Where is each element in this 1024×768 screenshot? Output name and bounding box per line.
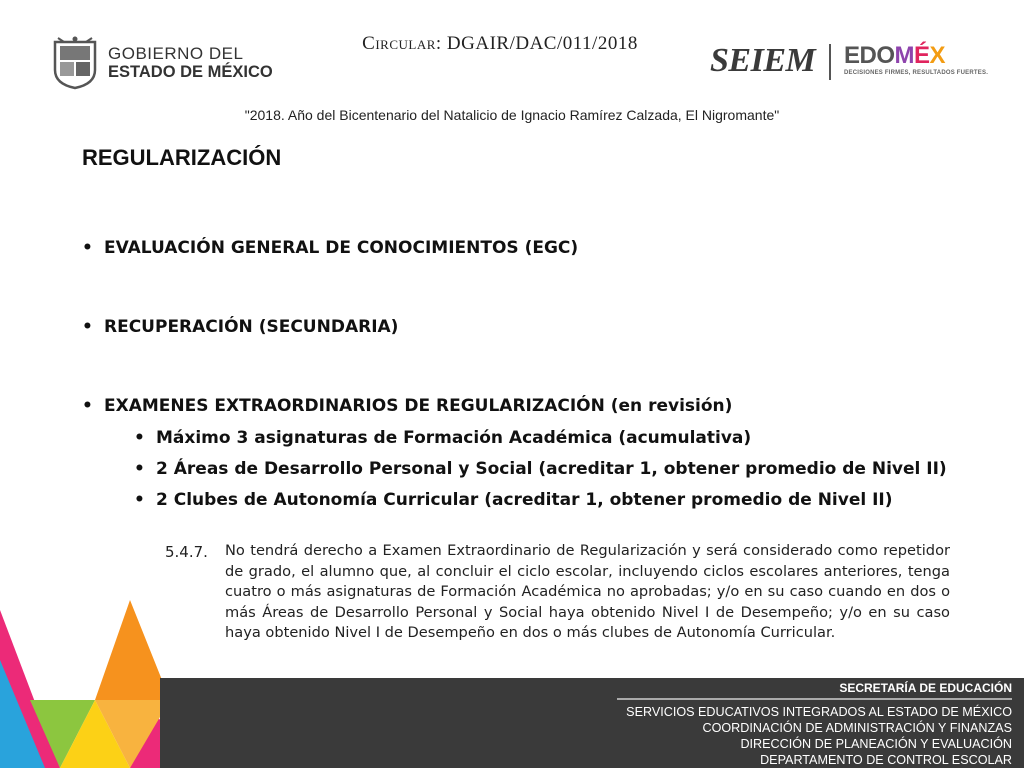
bullet-dot: • [134, 490, 145, 510]
bullet-dot: • [82, 238, 93, 258]
footer-lines [626, 704, 1012, 768]
page-title: REGULARIZACIÓN [82, 145, 282, 170]
sub-bullet-text: 2 Áreas de Desarrollo Personal y Social (acreditar 1, obtener promedio de Nivel II) [156, 459, 947, 479]
regulation-excerpt [165, 541, 955, 669]
footer-line: COORDINACIÓN DE ADMINISTRACIÓN Y FINANZAS [702, 721, 1012, 735]
year-motto: "2018. Año del Bicentenario del Natalicio de Ignacio Ramírez Calzada, El Nigromante" [244, 107, 780, 123]
sub-bullet-text: Máximo 3 asignaturas de Formación Académica (acumulativa) [156, 428, 752, 448]
gobierno-logo [50, 34, 288, 92]
logo-divider [829, 44, 831, 80]
seiem-logo: SEIEM [710, 42, 816, 79]
gov-line2: ESTADO DE MÉXICO [108, 63, 273, 82]
gov-line1: GOBIERNO DEL [108, 44, 244, 64]
footer-line: DIRECCIÓN DE PLANEACIÓN Y EVALUACIÓN [740, 737, 1012, 751]
edomex-slogan: DECISIONES FIRMES, RESULTADOS FUERTES. [844, 70, 989, 76]
footer-title: SECRETARÍA DE EDUCACIÓN [839, 681, 1012, 695]
bullet-text: EVALUACIÓN GENERAL DE CONOCIMIENTOS (EGC) [104, 238, 579, 258]
circular-reference: Circular: DGAIR/DAC/011/2018 [362, 33, 638, 54]
bullet-text: EXAMENES EXTRAORDINARIOS DE REGULARIZACIÓN (en revisión) [104, 396, 733, 416]
footer-divider [617, 698, 1012, 700]
estado-de-mexico-seal-icon [50, 36, 100, 90]
article-number: 5.4.7. [165, 543, 208, 561]
sub-bullet-item [134, 459, 947, 479]
footer-line: DEPARTAMENTO DE CONTROL ESCOLAR [760, 753, 1012, 767]
bullet-text: RECUPERACIÓN (SECUNDARIA) [104, 317, 399, 337]
sub-bullet-text: 2 Clubes de Autonomía Curricular (acreditar 1, obtener promedio de Nivel II) [156, 490, 893, 510]
bullet-item [82, 238, 578, 258]
sub-bullet-item [134, 490, 893, 510]
bullet-item [82, 317, 398, 337]
bullet-dot: • [134, 428, 145, 448]
edomex-wordmark [844, 44, 984, 68]
footer [160, 678, 1024, 768]
bullet-dot: • [134, 459, 145, 479]
edomex-logo [844, 42, 989, 80]
bullet-item [82, 396, 732, 416]
bullet-dot: • [82, 317, 93, 337]
footer-line: SERVICIOS EDUCATIVOS INTEGRADOS AL ESTADO DE MÉXICO [626, 705, 1012, 719]
sub-bullet-item [134, 428, 751, 448]
article-text: No tendrá derecho a Examen Extraordinario de Regularización y será considerado como repetidor de grado, el alumno que, al concluir el ciclo escolar, incluyendo ciclos escolares anteriores, tenga cuatro o más asignaturas de Formación Académica no aprobadas; y/o en su caso cuando en dos o más Áreas de Desarrollo Personal y Social haya obtenido Nivel I de Desempeño; y/o en su caso haya obtenido Nivel I de Desempeño en dos o más clubes de Autonomía Curricular. [225, 542, 950, 641]
bullet-dot: • [82, 396, 93, 416]
edomex-text: EDOMÉX [844, 42, 946, 69]
